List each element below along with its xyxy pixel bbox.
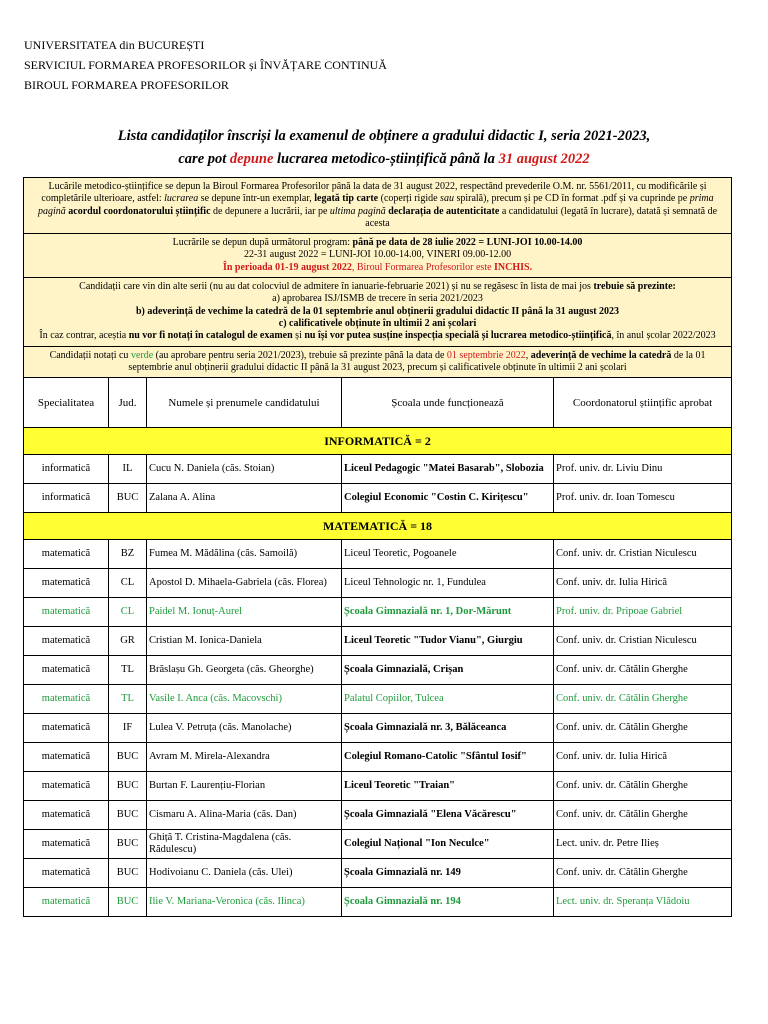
county-cell: BUC bbox=[109, 743, 147, 772]
coordinator-cell: Conf. univ. dr. Cristian Niculescu bbox=[554, 540, 732, 569]
school-cell: Liceul Teoretic "Tudor Vianu", Giurgiu bbox=[342, 627, 554, 656]
school-cell: Școala Gimnazială "Elena Văcărescu" bbox=[342, 801, 554, 830]
coordinator-cell: Conf. univ. dr. Cristian Niculescu bbox=[554, 627, 732, 656]
candidate-name-cell: Cucu N. Daniela (căs. Stoian) bbox=[147, 455, 342, 484]
county-cell: BUC bbox=[109, 801, 147, 830]
document-subtitle bbox=[24, 151, 744, 168]
school-cell: Liceul Pedagogic "Matei Basarab", Slobozia bbox=[342, 455, 554, 484]
school-cell: Liceul Tehnologic nr. 1, Fundulea bbox=[342, 569, 554, 598]
candidate-name-cell: Cristian M. Ionica-Daniela bbox=[147, 627, 342, 656]
specialty-cell: matematică bbox=[24, 743, 109, 772]
county-cell: IF bbox=[109, 714, 147, 743]
candidate-name-cell: Brăslașu Gh. Georgeta (căs. Gheorghe) bbox=[147, 656, 342, 685]
subtitle-deadline: 31 august 2022 bbox=[498, 151, 590, 167]
specialty-cell: matematică bbox=[24, 656, 109, 685]
specialty-cell: matematică bbox=[24, 540, 109, 569]
school-cell: Colegiul Național "Ion Neculce" bbox=[342, 830, 554, 859]
candidate-name-cell: Zalana A. Alina bbox=[147, 484, 342, 513]
coordinator-cell: Prof. univ. dr. Liviu Dinu bbox=[554, 455, 732, 484]
candidate-name-cell: Fumea M. Mădălina (căs. Samoilă) bbox=[147, 540, 342, 569]
county-cell: BUC bbox=[109, 859, 147, 888]
school-cell: Palatul Copiilor, Tulcea bbox=[342, 685, 554, 714]
specialty-cell: matematică bbox=[24, 714, 109, 743]
candidate-name-cell: Paidel M. Ionuț-Aurel bbox=[147, 598, 342, 627]
candidate-name-cell: Apostol D. Mihaela-Gabriela (căs. Florea) bbox=[147, 569, 342, 598]
specialty-cell: matematică bbox=[24, 830, 109, 859]
subtitle-part: lucrarea metodico-științifică până la bbox=[273, 151, 499, 167]
county-cell: BUC bbox=[109, 484, 147, 513]
school-cell: Liceul Teoretic, Pogoanele bbox=[342, 540, 554, 569]
other-series-note: Candidații care vin din alte serii (nu au dat colocviul de admitere în ianuarie-februarie 2021) și nu se regăsesc în lista de mai jos trebuie să prezinte: a) aprobarea ISJ/ISMB de trecere în seria 2021/2023 b) adeverință de vechime la catedră de la 01 septembrie anul obținerii gradului didactic II până la 31 august 2023 c) calificativele obținute în ultimii 2 ani școlari În caz contrar, aceștia nu vor fi notați în catalogul de examen și nu își vor putea susține inspecția specială și lucrarea metodico-științifică, în anul școlar 2022/2023 bbox=[24, 278, 732, 346]
county-cell: BUC bbox=[109, 772, 147, 801]
candidate-name-cell: Ghiță T. Cristina-Magdalena (căs. Rădulescu) bbox=[147, 830, 342, 859]
school-cell: Școala Gimnazială nr. 149 bbox=[342, 859, 554, 888]
specialty-cell: matematică bbox=[24, 627, 109, 656]
specialty-cell: informatică bbox=[24, 455, 109, 484]
school-cell: Școala Gimnazială, Crișan bbox=[342, 656, 554, 685]
coordinator-cell: Conf. univ. dr. Iulia Hirică bbox=[554, 743, 732, 772]
table-row bbox=[24, 888, 732, 917]
candidate-name-cell: Vasile I. Anca (căs. Macovschi) bbox=[147, 685, 342, 714]
table-row bbox=[24, 743, 732, 772]
county-cell: BUC bbox=[109, 830, 147, 859]
coordinator-cell: Conf. univ. dr. Cătălin Gherghe bbox=[554, 656, 732, 685]
column-header: Coordonatorul științific aprobat bbox=[554, 378, 732, 428]
coordinator-cell: Lect. univ. dr. Speranța Vlădoiu bbox=[554, 888, 732, 917]
coordinator-cell: Conf. univ. dr. Cătălin Gherghe bbox=[554, 685, 732, 714]
county-cell: BZ bbox=[109, 540, 147, 569]
county-cell: IL bbox=[109, 455, 147, 484]
coordinator-cell: Conf. univ. dr. Cătălin Gherghe bbox=[554, 859, 732, 888]
specialty-cell: matematică bbox=[24, 859, 109, 888]
school-cell: Colegiul Economic "Costin C. Kirițescu" bbox=[342, 484, 554, 513]
table-row bbox=[24, 540, 732, 569]
candidate-name-cell: Avram M. Mirela-Alexandra bbox=[147, 743, 342, 772]
school-cell: Liceul Teoretic "Traian" bbox=[342, 772, 554, 801]
coordinator-cell: Lect. univ. dr. Petre Ilieș bbox=[554, 830, 732, 859]
green-candidates-note: Candidații notați cu verde (au aprobare pentru seria 2021/2023), trebuie să prezinte până la data de 01 septembrie 2022, adeverință de vechime la catedră de la 01 septembrie anul obținerii gradului didactic II până la 31 august 2023, precum și calificativele obținute în ultimii 2 ani școlari bbox=[24, 346, 732, 378]
specialty-cell: matematică bbox=[24, 685, 109, 714]
table-row bbox=[24, 801, 732, 830]
section-matematica: MATEMATICĂ = 18 bbox=[24, 513, 732, 540]
candidates-table bbox=[23, 177, 732, 917]
subtitle-depune: depune bbox=[229, 151, 274, 167]
subtitle-part: care pot bbox=[178, 151, 230, 167]
county-cell: BUC bbox=[109, 888, 147, 917]
candidate-name-cell: Lulea V. Petruța (căs. Manolache) bbox=[147, 714, 342, 743]
submission-note: Lucările metodico-științifice se depun la Biroul Formarea Profesorilor până la data de 31 august 2022, respectând prevederile O.M. nr. 5561/2011, cu modificările și completările ulterioare, astfel: lucrarea se depune într-un exemplar, legată tip carte (coperți rigide sau spirală), precum și pe CD în format .pdf și va cuprinde pe prima pagină acordul coordonatorului științific de depunere a lucrării, iar pe ultima pagină declarația de autenticitate a candidatului (legată în lucrare), datată și semnată de acesta bbox=[24, 178, 732, 234]
table-row bbox=[24, 772, 732, 801]
candidate-name-cell: Hodivoianu C. Daniela (căs. Ulei) bbox=[147, 859, 342, 888]
university-name: UNIVERSITATEA din BUCUREȘTI bbox=[24, 38, 205, 52]
county-cell: TL bbox=[109, 685, 147, 714]
column-header: Numele și prenumele candidatului bbox=[147, 378, 342, 428]
specialty-cell: matematică bbox=[24, 801, 109, 830]
specialty-cell: informatică bbox=[24, 484, 109, 513]
office-name: BIROUL FORMAREA PROFESORILOR bbox=[24, 78, 229, 92]
coordinator-cell: Conf. univ. dr. Iulia Hirică bbox=[554, 569, 732, 598]
school-cell: Școala Gimnazială nr. 1, Dor-Mărunt bbox=[342, 598, 554, 627]
column-header: Școala unde funcționează bbox=[342, 378, 554, 428]
table-row bbox=[24, 484, 732, 513]
table-header-row bbox=[24, 378, 732, 428]
candidate-name-cell: Cismaru A. Alina-Maria (căs. Dan) bbox=[147, 801, 342, 830]
county-cell: CL bbox=[109, 598, 147, 627]
coordinator-cell: Conf. univ. dr. Cătălin Gherghe bbox=[554, 714, 732, 743]
candidate-name-cell: Ilie V. Mariana-Veronica (căs. Ilinca) bbox=[147, 888, 342, 917]
specialty-cell: matematică bbox=[24, 772, 109, 801]
service-name: SERVICIUL FORMAREA PROFESORILOR și ÎNVĂȚARE CONTINUĂ bbox=[24, 58, 387, 72]
coordinator-cell: Prof. univ. dr. Ioan Tomescu bbox=[554, 484, 732, 513]
table-row bbox=[24, 455, 732, 484]
document-title: Lista candidaților înscriși la examenul de obținere a gradului didactic I, seria 2021-2023, bbox=[117, 128, 651, 144]
specialty-cell: matematică bbox=[24, 888, 109, 917]
table-row bbox=[24, 656, 732, 685]
schedule-note: Lucrările se depun după următorul program: până pe data de 28 iulie 2022 = LUNI-JOI 10.00-14.00 22-31 august 2022 = LUNI-JOI 10.00-14.00, VINERI 09.00-12.00 În perioada 01-19 august 2022, Biroul Formarea Profesorilor este INCHIS. bbox=[24, 234, 732, 278]
specialty-cell: matematică bbox=[24, 598, 109, 627]
table-row bbox=[24, 598, 732, 627]
candidate-name-cell: Burtan F. Laurențiu-Florian bbox=[147, 772, 342, 801]
specialty-cell: matematică bbox=[24, 569, 109, 598]
coordinator-cell: Prof. univ. dr. Pripoae Gabriel bbox=[554, 598, 732, 627]
county-cell: GR bbox=[109, 627, 147, 656]
school-cell: Colegiul Romano-Catolic "Sfântul Iosif" bbox=[342, 743, 554, 772]
table-row bbox=[24, 627, 732, 656]
school-cell: Școala Gimnazială nr. 194 bbox=[342, 888, 554, 917]
table-row bbox=[24, 569, 732, 598]
section-informatica: INFORMATICĂ = 2 bbox=[24, 428, 732, 455]
county-cell: CL bbox=[109, 569, 147, 598]
county-cell: TL bbox=[109, 656, 147, 685]
school-cell: Școala Gimnazială nr. 3, Bălăceanca bbox=[342, 714, 554, 743]
coordinator-cell: Conf. univ. dr. Cătălin Gherghe bbox=[554, 772, 732, 801]
coordinator-cell: Conf. univ. dr. Cătălin Gherghe bbox=[554, 801, 732, 830]
table-row bbox=[24, 714, 732, 743]
table-row bbox=[24, 830, 732, 859]
column-header: Specialitatea bbox=[24, 378, 109, 428]
table-row bbox=[24, 685, 732, 714]
column-header: Jud. bbox=[109, 378, 147, 428]
table-row bbox=[24, 859, 732, 888]
